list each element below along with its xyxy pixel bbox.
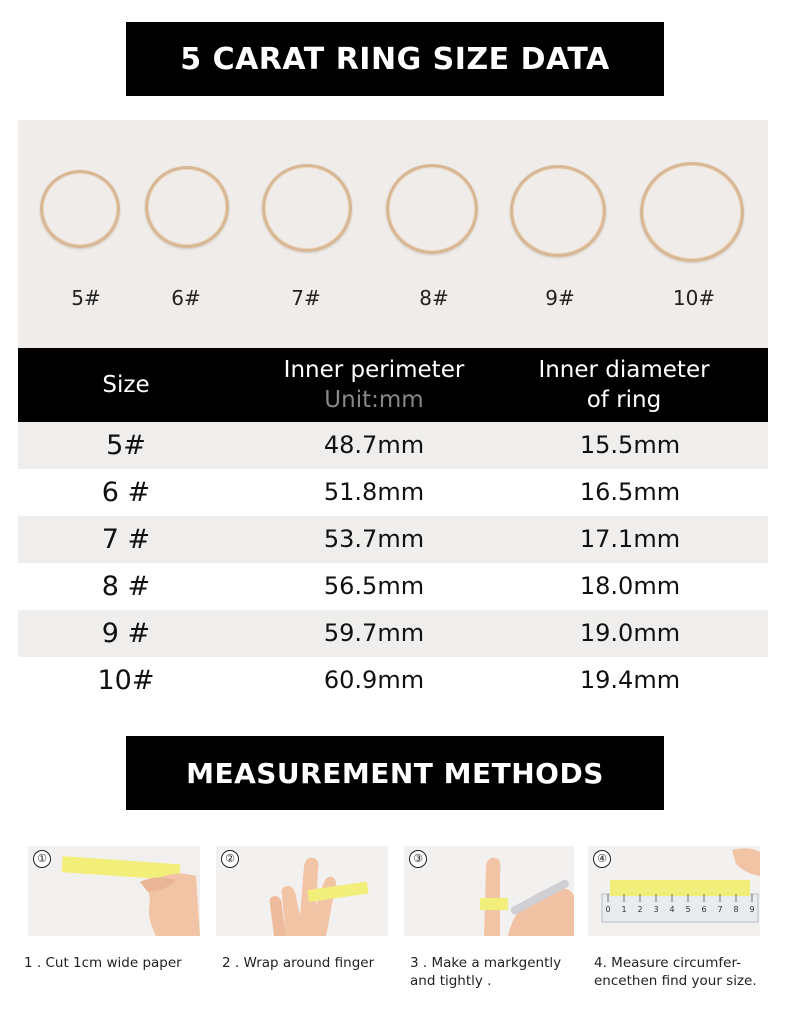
row-size: 9 # [101, 618, 151, 649]
row-diameter: 16.5mm [579, 478, 681, 506]
step-3-caption: 3 . Make a markgently and tightly . [410, 955, 562, 989]
ring-label-8: 8# [419, 286, 449, 310]
header-perimeter-label: Inner perimeter [283, 357, 465, 383]
row-perimeter: 60.9mm [323, 666, 425, 694]
row-diameter: 17.1mm [579, 525, 681, 553]
row-diameter: 19.4mm [579, 666, 681, 694]
row-perimeter: 53.7mm [323, 525, 425, 553]
header-size: Size [102, 372, 150, 398]
ring-7 [262, 164, 352, 252]
step-1-number: ① [33, 850, 51, 868]
paper-strip-illustration [28, 846, 200, 936]
ring-8 [386, 164, 478, 254]
size-table-header [18, 348, 768, 422]
ring-10 [640, 162, 744, 262]
ring-6 [145, 166, 229, 248]
step-1-image [28, 846, 200, 936]
ring-label-7: 7# [291, 286, 321, 310]
step-4-caption: 4. Measure circumfer- encethen find your size. [594, 955, 757, 989]
mark-paper-illustration [404, 846, 574, 936]
table-row [18, 610, 768, 657]
step-2-image [216, 846, 388, 936]
ruler-number: 1 [621, 905, 627, 914]
ring-label-9: 9# [545, 286, 575, 310]
row-size: 8 # [101, 571, 151, 602]
table-row [18, 657, 768, 704]
ring-label-6: 6# [171, 286, 201, 310]
table-row [18, 563, 768, 610]
row-diameter: 18.0mm [579, 572, 681, 600]
row-size: 7 # [101, 524, 151, 555]
row-perimeter: 48.7mm [323, 431, 425, 459]
row-perimeter: 56.5mm [323, 572, 425, 600]
ruler-number: 8 [733, 905, 739, 914]
step-4-number: ④ [593, 850, 611, 868]
ruler-number: 3 [653, 905, 659, 914]
row-size: 5# [106, 430, 146, 461]
row-perimeter: 51.8mm [323, 478, 425, 506]
methods-title: MEASUREMENT METHODS [126, 736, 664, 810]
ring-label-5: 5# [71, 286, 101, 310]
ruler-number: 6 [701, 905, 707, 914]
step-3-number: ③ [409, 850, 427, 868]
page-title: 5 CARAT RING SIZE DATA [126, 22, 664, 96]
ruler-number: 0 [605, 905, 611, 914]
rings-display [18, 120, 768, 348]
step-4-image [588, 846, 760, 936]
ruler-number: 2 [637, 905, 643, 914]
ruler-illustration [588, 846, 760, 936]
row-diameter: 19.0mm [579, 619, 681, 647]
table-row [18, 516, 768, 563]
ruler-number: 4 [669, 905, 675, 914]
step-2-caption: 2 . Wrap around finger [222, 955, 375, 971]
row-size: 6 # [101, 477, 151, 508]
step-1-caption: 1 . Cut 1cm wide paper [24, 955, 182, 971]
header-diameter-line1: Inner diameter [538, 357, 710, 383]
ring-label-10: 10# [672, 286, 716, 310]
ruler-number: 5 [685, 905, 691, 914]
ring-9 [510, 165, 606, 257]
ruler-number: 7 [717, 905, 723, 914]
ring-5 [40, 170, 120, 248]
finger-wrap-illustration [216, 846, 388, 936]
table-row [18, 469, 768, 516]
ruler-number: 9 [749, 905, 755, 914]
header-unit: Unit:mm [324, 387, 424, 413]
step-2-number: ② [221, 850, 239, 868]
row-diameter: 15.5mm [579, 431, 681, 459]
header-diameter-line2: of ring [586, 387, 662, 413]
header-perimeter [254, 355, 494, 415]
header-diameter [504, 355, 744, 415]
table-row [18, 422, 768, 469]
row-size: 10# [97, 665, 155, 696]
row-perimeter: 59.7mm [323, 619, 425, 647]
step-3-image [404, 846, 574, 936]
